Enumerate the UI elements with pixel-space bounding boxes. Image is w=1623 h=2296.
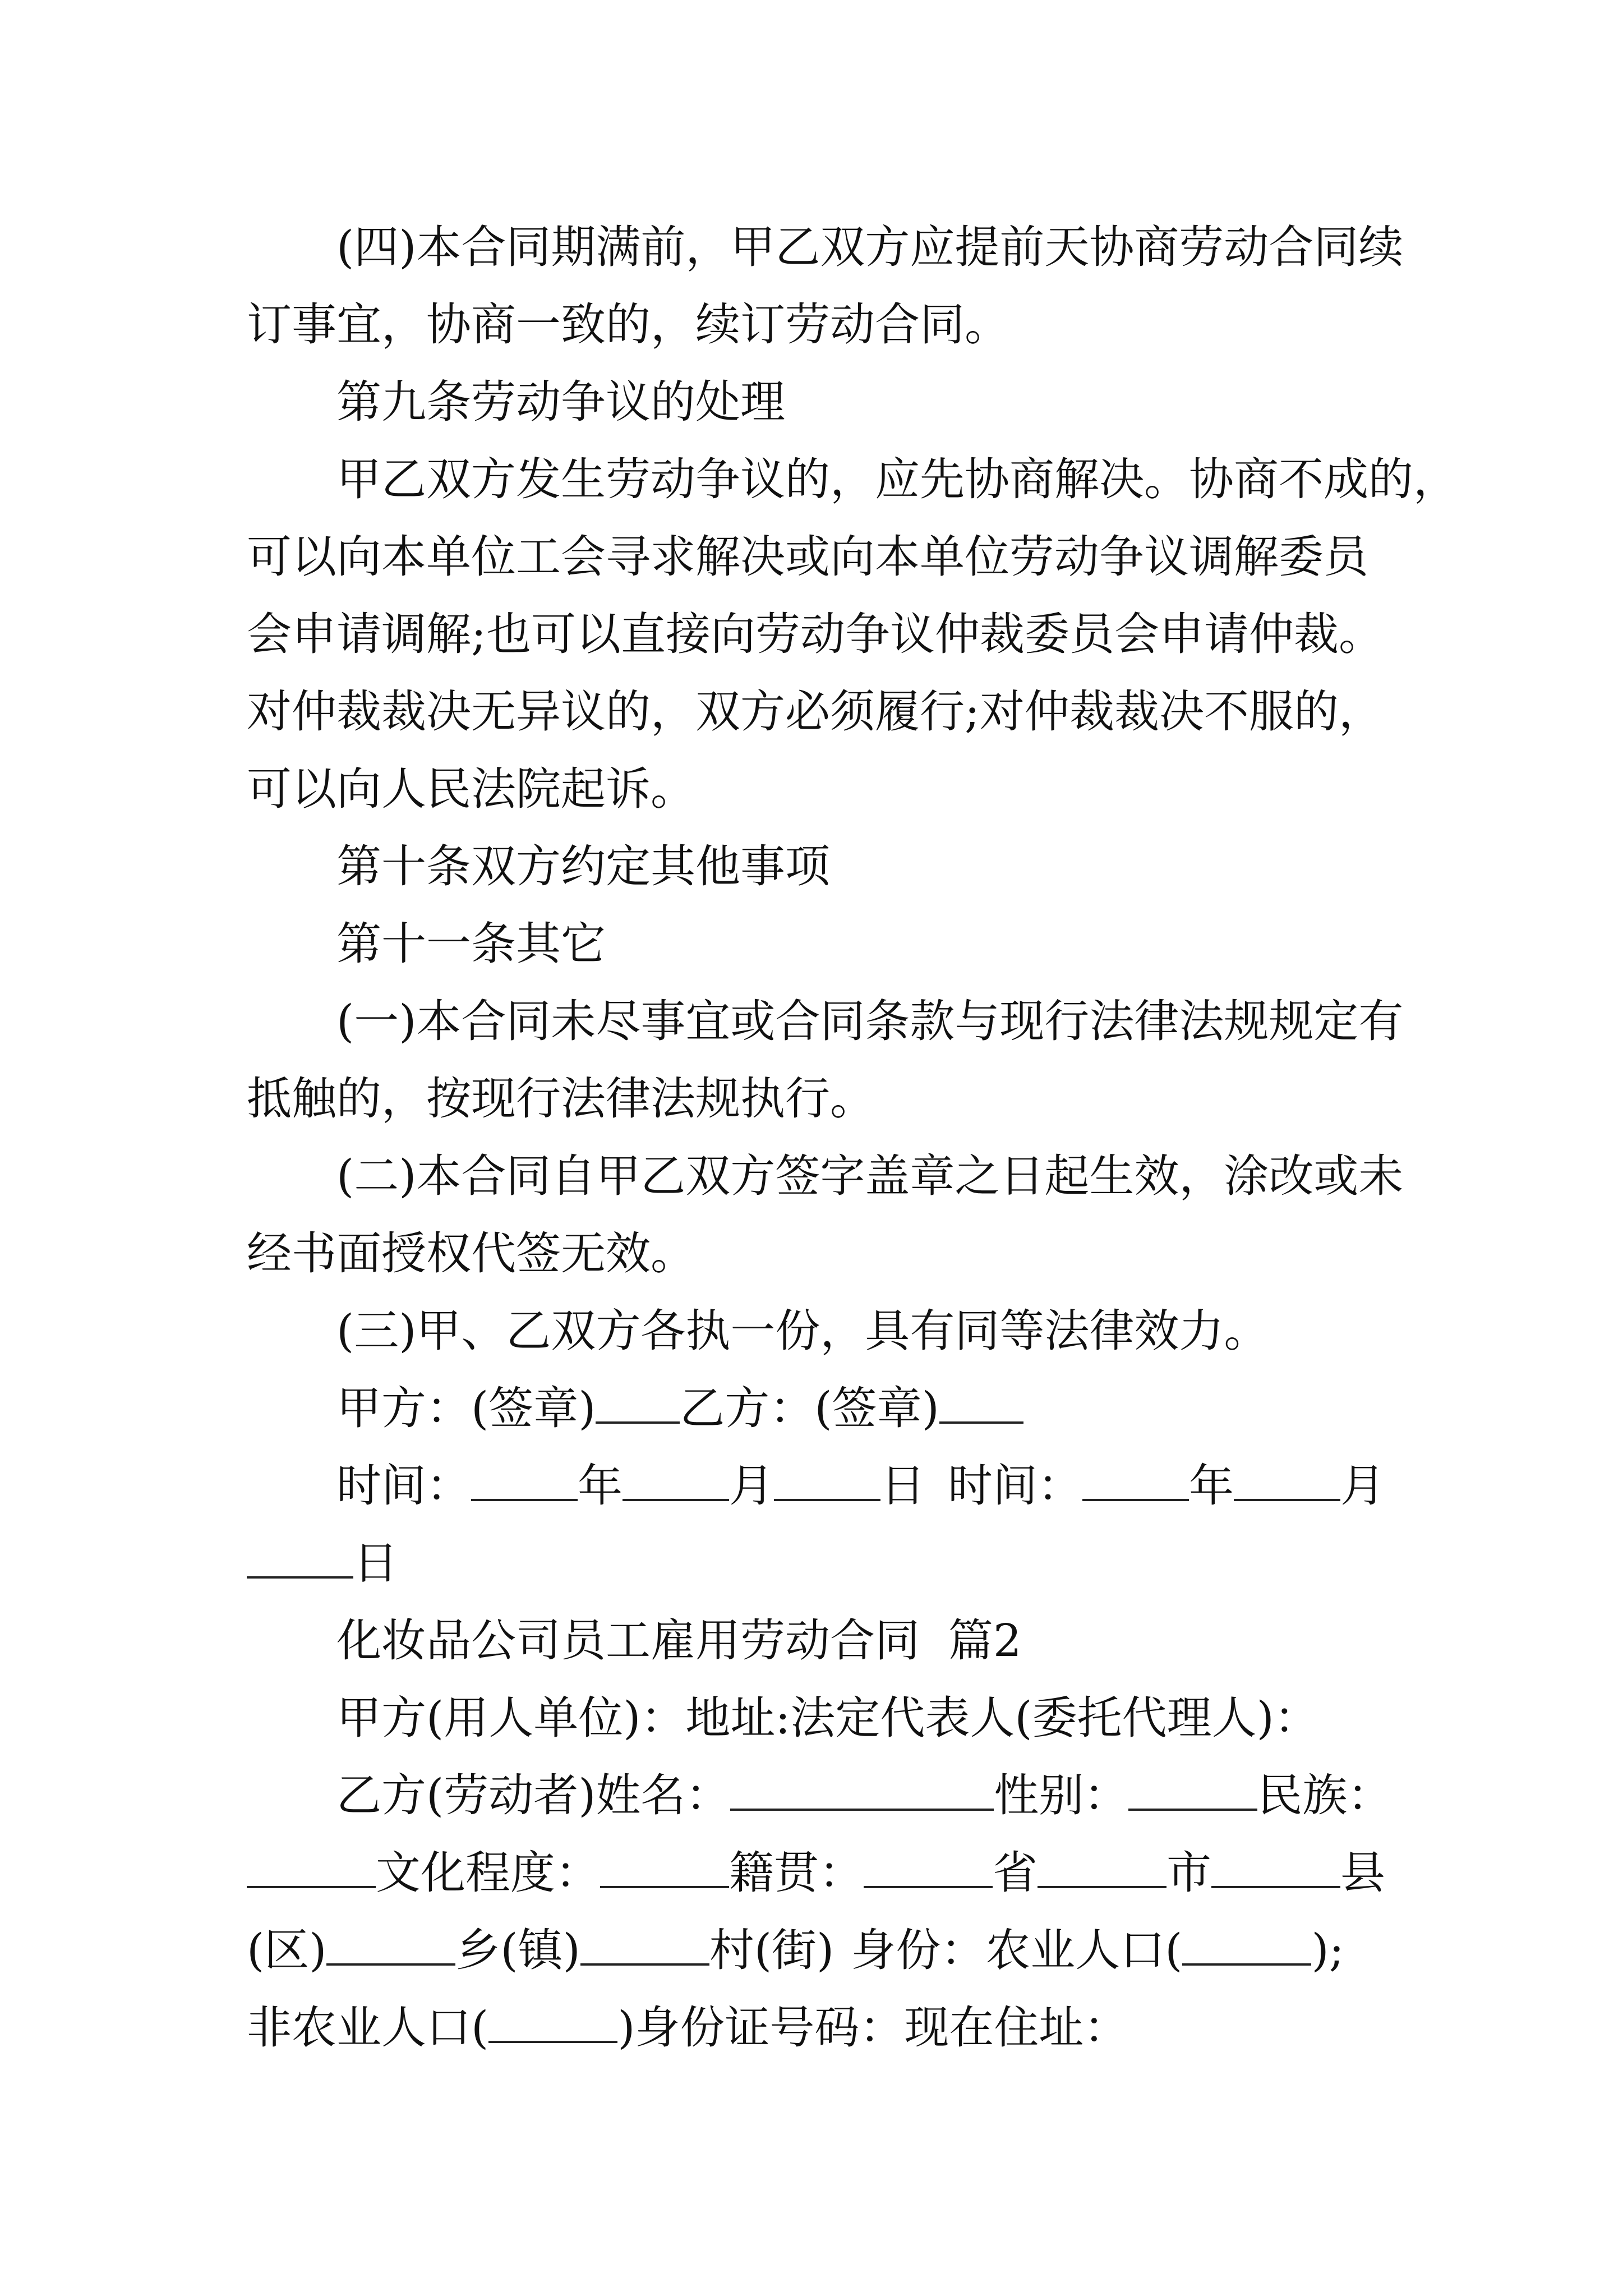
party-a-signature-label: 甲方：(签章): [336, 1382, 596, 1434]
native-label: 籍贯：: [729, 1847, 864, 1899]
date-line-continued: [0, 1525, 1623, 1602]
party-a-year-label: 年: [578, 1460, 623, 1512]
party-b-signature-blank: [939, 1382, 1023, 1424]
identity-label: 身份：农业人口(: [851, 1924, 1183, 1976]
party-a-year-blank: [471, 1460, 578, 1501]
ethnicity-label: 民族：: [1257, 1769, 1393, 1821]
clause-1-line1: (一)本合同未尽事宜或合同条款与现行法律法规规定有: [336, 995, 1404, 1047]
date-line: [0, 1447, 1623, 1525]
clause-3-line1: (三)甲、乙双方各执一份，具有同等法律效力。: [336, 1305, 1269, 1357]
district-label: (区): [247, 1924, 327, 1976]
employee-line-4: [0, 1989, 1623, 2067]
party-a-day-blank: [774, 1460, 880, 1501]
article-10-heading: 第十条双方约定其他事项: [336, 840, 830, 892]
village-blank: [580, 1924, 709, 1966]
paragraph-renewal-line1: (四)本合同期满前，甲乙双方应提前天协商劳动合同续: [336, 221, 1404, 273]
article-11-heading: 第十一条其它: [336, 918, 606, 970]
name-blank: [730, 1769, 994, 1811]
paragraph-dispute-line4: 对仲裁裁决无异议的，双方必须履行;对仲裁裁决不服的，: [247, 685, 1384, 738]
province-blank: [864, 1847, 993, 1888]
article-9-heading: 第九条劳动争议的处理: [336, 376, 785, 428]
township-blank: [326, 1924, 455, 1966]
city-blank: [1038, 1847, 1166, 1888]
city-label: 市: [1166, 1847, 1211, 1899]
party-b-time-label: 时间：: [948, 1460, 1082, 1512]
gender-blank: [1128, 1769, 1257, 1811]
employer-line: 甲方(用人单位)：地址:法定代表人(委托代理人)：: [336, 1692, 1319, 1744]
county-label: 县: [1340, 1847, 1385, 1899]
clause-2-line2: 经书面授权代签无效。: [247, 1227, 695, 1280]
clause-2-line1: (二)本合同自甲乙双方签字盖章之日起生效，涂改或未: [336, 1150, 1404, 1202]
paragraph-dispute-line1: 甲乙双方发生劳动争议的，应先协商解决。协商不成的，: [336, 453, 1458, 505]
education-blank: [600, 1847, 729, 1888]
ethnicity-blank: [247, 1847, 376, 1888]
party-b-month-blank: [1234, 1460, 1340, 1501]
gender-label: 性别：: [994, 1769, 1129, 1821]
clause-1-line2: 抵触的，按现行法律法规执行。: [247, 1073, 875, 1125]
party-a-signature-blank: [596, 1382, 680, 1424]
employee-line-1: [0, 1757, 1623, 1834]
party-a-time-label: 时间：: [336, 1460, 471, 1512]
party-a-day-label: 日: [880, 1460, 925, 1512]
county-blank: [1211, 1847, 1340, 1888]
identity-end: );: [1311, 1924, 1344, 1976]
employee-line-3: [0, 1912, 1623, 1989]
education-label: 文化程度：: [376, 1847, 600, 1899]
village-label: 村(街): [709, 1924, 834, 1976]
party-a-month-blank: [623, 1460, 729, 1501]
party-b-signature-label: 乙方：(签章): [680, 1382, 939, 1434]
township-label: 乡(镇): [455, 1924, 580, 1976]
paragraph-dispute-line3: 会申请调解;也可以直接向劳动争议仲裁委员会申请仲裁。: [247, 608, 1384, 660]
paragraph-renewal-line2: 订事宜，协商一致的，续订劳动合同。: [247, 298, 1009, 351]
id-number-label: )身份证号码：现在住址：: [617, 2001, 1129, 2054]
province-label: 省: [993, 1847, 1038, 1899]
party-a-month-label: 月: [729, 1460, 774, 1512]
non-agri-label: 非农业人口(: [247, 2001, 489, 2054]
paragraph-dispute-line2: 可以向本单位工会寻求解决或向本单位劳动争议调解委员: [247, 531, 1368, 583]
party-b-month-label: 月: [1340, 1460, 1385, 1512]
party-b-year-label: 年: [1189, 1460, 1234, 1512]
party-b-year-blank: [1082, 1460, 1189, 1501]
signature-line: [0, 1370, 1623, 1447]
party-b-day-blank: [247, 1537, 353, 1579]
non-agri-blank: [488, 2001, 617, 2043]
party-b-day-label: 日: [353, 1537, 398, 1589]
name-label: 乙方(劳动者)姓名：: [336, 1769, 731, 1821]
employee-line-2: [0, 1834, 1623, 1912]
agri-blank: [1182, 1924, 1311, 1966]
paragraph-dispute-line5: 可以向人民法院起诉。: [247, 763, 695, 815]
section-2-title: 化妆品公司员工雇用劳动合同 篇2: [336, 1614, 1022, 1667]
